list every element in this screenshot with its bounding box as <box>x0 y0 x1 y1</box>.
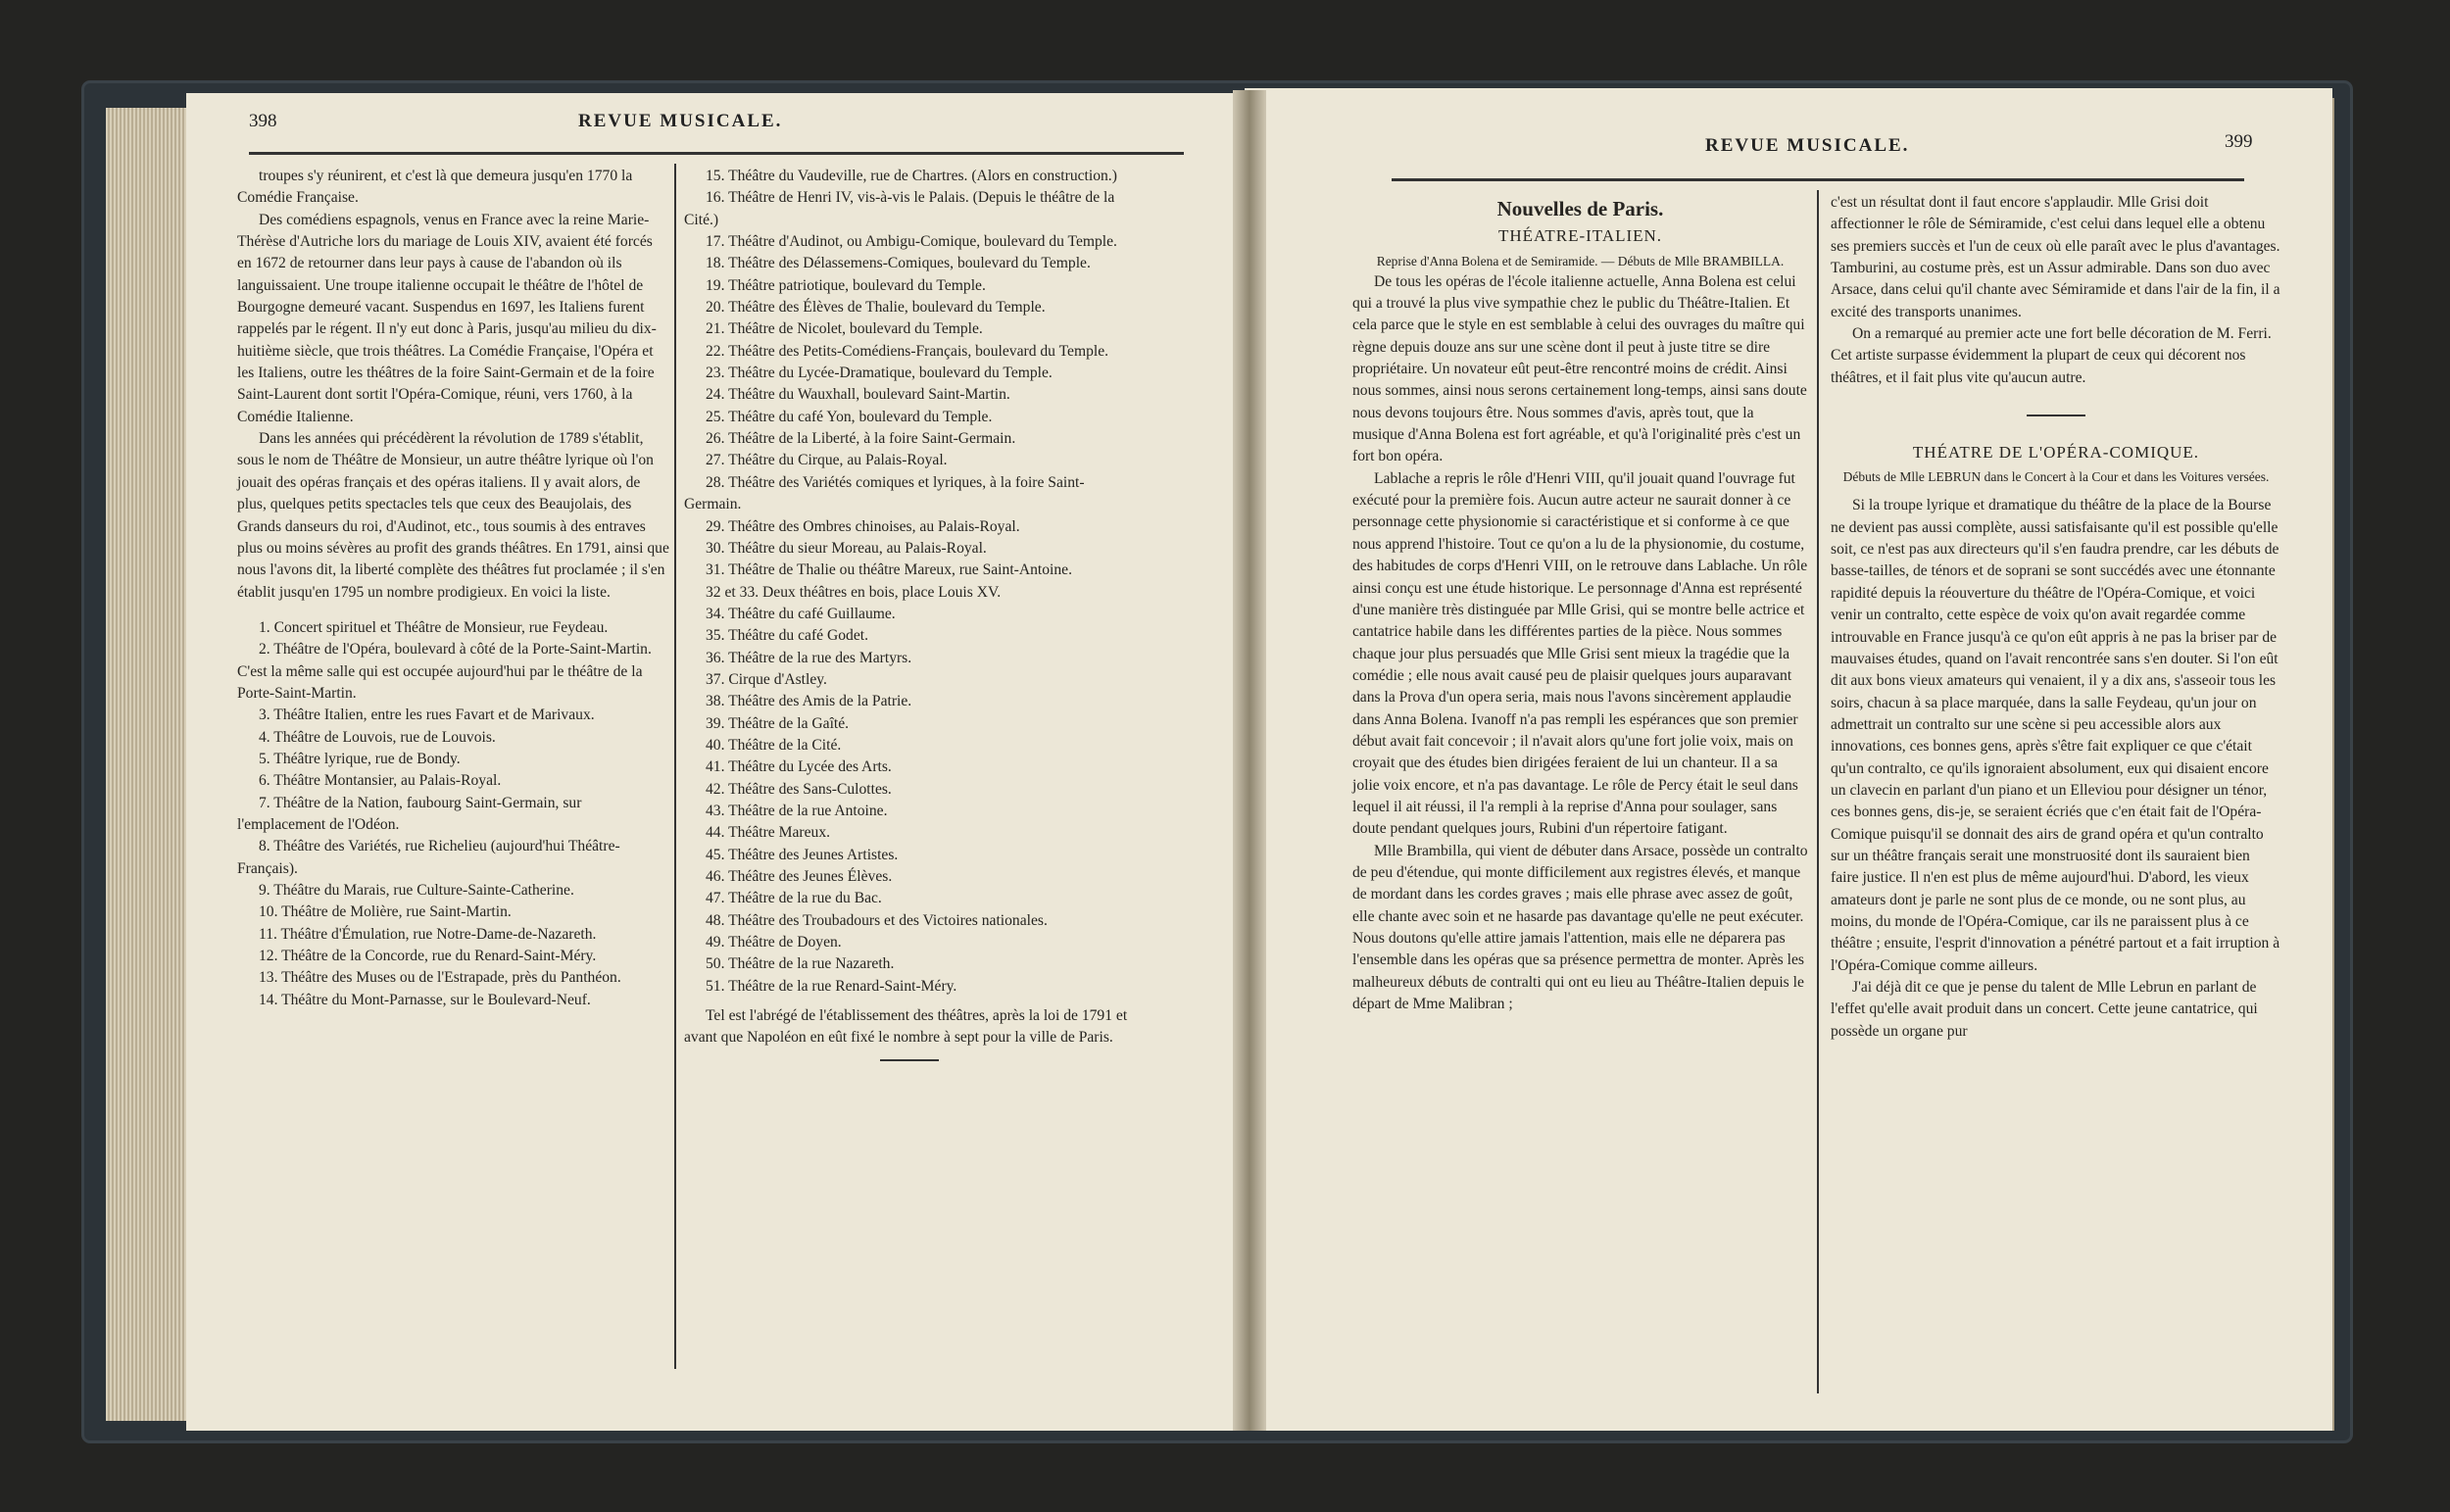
theatre-italien-note: Reprise d'Anna Bolena et de Semiramide. — Débuts de Mlle BRAMBILLA. <box>1376 253 1785 268</box>
paragraph: On a remarqué au premier acte une fort belle décoration de M. Ferri. Cet artiste surpasse évidemment la plupart de ceux qui décorent nos théâtres, et il fait plus vite qu'aucun autre. <box>1831 325 2272 386</box>
closing-paragraph: Tel est l'abrégé de l'établissement des théâtres, après la loi de 1791 et avant que Napoléon en eût fixé le nombre à sept pour la ville de Paris. <box>684 1007 1128 1047</box>
theatre-list-item: 11. Théâtre d'Émulation, rue Notre-Dame-de-Nazareth. <box>259 925 597 943</box>
theatre-list-item: 18. Théâtre des Délassemens-Comiques, boulevard du Temple. <box>706 255 1091 272</box>
header-rule-right <box>1392 178 2244 181</box>
theatre-italien-title: THÉATRE-ITALIEN. <box>1497 226 1663 246</box>
section-title: Nouvelles de Paris. <box>1496 197 1664 220</box>
theatre-list-item: 35. Théâtre du café Godet. <box>706 627 868 645</box>
theatre-list-item: 34. Théâtre du café Guillaume. <box>706 605 896 622</box>
left-page <box>186 93 1245 1431</box>
running-head-right: REVUE MUSICALE. <box>1705 135 1910 156</box>
paragraph: Si la troupe lyrique et dramatique du théâtre de la place de la Bourse ne devient pas aussi complète, aussi satisfaisante qu'il est possible qu'elle soit, ce n'est pas aux directeurs qu'il s'en faudra prendre, car les débuts de basse-tailles, de ténors et de soprani se sont succédés avec une étonnante rapidité depuis la réouverture du théâtre de l'Opéra-Comique, et voici venir un contralto, cette espèce de voix qu'on avait regardée comme introuvable en France jusqu'à ce qu'on eût appris à ne pas la briser par de mauvaises études, quand on l'avait rencontrée sans s'en douter. Si l'on eût dit aux bons vieux amateurs qui venaient, il y a dix ans, s'asseoir tous les soirs, chacun à sa place marquée, dans la salle Feydeau, qu'un jour on admettrait un contralto sur une scène si peu accessible alors aux innovations, ces bonnes gens, après s'être fait expliquer ce que c'était qu'un contralto, ce qu'ils ignoraient absolument, eux qui disaient encore un clavecin en parlant d'un piano et un Elleviou pour désigner un ténor, ces bonnes gens, dis-je, se seraient écriés que c'en était fait de l'Opéra-Comique puisqu'il se donnait des airs de grand opéra et qu'un contralto sur un théâtre français serait une monstruosité dont ils sauraient bien faire justice. Il n'en est plus de même aujourd'hui. D'abord, les vieux amateurs dont je parle ne sont plus de ce monde, ou ne sont plus, au moins, du monde de l'Opéra-Comique, car ils ne paraissent plus à ce théâtre ; ensuite, l'esprit d'innovation a pénétré partout et a fait irruption à l'Opéra-Comique comme ailleurs. <box>1831 497 2280 974</box>
theatre-list-item: 36. Théâtre de la rue des Martyrs. <box>706 649 912 666</box>
page-edges-left <box>106 108 188 1421</box>
theatre-list-item: 6. Théâtre Montansier, au Palais-Royal. <box>259 772 502 790</box>
theatre-list-item: 14. Théâtre du Mont-Parnasse, sur le Boulevard-Neuf. <box>259 991 591 1008</box>
column-divider-right <box>1817 190 1819 1393</box>
theatre-list-item: 38. Théâtre des Amis de la Patrie. <box>706 693 912 710</box>
theatre-list-item: 43. Théâtre de la rue Antoine. <box>706 802 888 819</box>
theatre-list-item: 17. Théâtre d'Audinot, ou Ambigu-Comique, boulevard du Temple. <box>706 233 1117 251</box>
running-head-left: REVUE MUSICALE. <box>578 111 783 131</box>
theatre-list-item: 25. Théâtre du café Yon, boulevard du Temple. <box>706 408 993 425</box>
left-column-1 <box>237 166 670 1011</box>
theatre-list-item: 2. Théâtre de l'Opéra, boulevard à côté de la Porte-Saint-Martin. C'est la même salle qui est occupée aujourd'hui par le théâtre de la Porte-Saint-Martin. <box>237 641 652 702</box>
theatre-list-item: 23. Théâtre du Lycée-Dramatique, boulevard du Temple. <box>706 365 1053 382</box>
column-divider-left <box>674 164 676 1369</box>
page-number-right: 399 <box>2225 131 2253 152</box>
theatre-list-item: 4. Théâtre de Louvois, rue de Louvois. <box>259 728 496 746</box>
theatre-list-item: 29. Théâtre des Ombres chinoises, au Palais-Royal. <box>706 517 1020 535</box>
theatre-list-item: 49. Théâtre de Doyen. <box>706 934 842 951</box>
paragraph: c'est un résultat dont il faut encore s'applaudir. Mlle Grisi doit affectionner le rôle de Sémiramide, c'est celui dans lequel elle a obtenu ses premiers succès et l'un de ceux où elle paraît avec le plus d'avantages. Tamburini, au costume près, est un Assur admirable. Dans son duo avec Arsace, dans celui qu'il chante avec Sémiramide et dans l'air de la fin, il a excité des transports unanimes. <box>1831 194 2280 320</box>
theatre-list-item: 39. Théâtre de la Gaîté. <box>706 714 850 732</box>
page-number-left: 398 <box>249 111 277 131</box>
paragraph: troupes s'y réunirent, et c'est là que demeura jusqu'en 1770 la Comédie Française. <box>237 168 633 207</box>
opera-comique-note: Débuts de Mlle LEBRUN dans le Concert à la Cour et dans les Voitures versées. <box>1842 469 2270 485</box>
theatre-list-item: 16. Théâtre de Henri IV, vis-à-vis le Palais. (Depuis le théâtre de la Cité.) <box>684 189 1115 228</box>
book-gutter <box>1233 90 1266 1431</box>
theatre-list-item: 50. Théâtre de la rue Nazareth. <box>706 955 895 973</box>
theatre-list-item: 47. Théâtre de la rue du Bac. <box>706 890 882 907</box>
paragraph: Mlle Brambilla, qui vient de débuter dans Arsace, possède un contralto de peu d'étendue, qui monte difficilement aux registres élevés, et manque de mordant dans les cordes graves ; mais elle phrase avec assez de goût, elle chante avec soin et ne hasarde pas davantage qu'elle ne peut exécuter. Nous doutons qu'elle attire jamais l'attention, mais elle ne déparera pas l'ensemble dans les opéras que sa présence permettra de monter. Après les malheureux débuts de contralti qui ont eu lieu au Théâtre-Italien depuis le départ de Mme Malibran ; <box>1352 842 1808 1013</box>
section-rule <box>2027 415 2085 416</box>
theatre-list-item: 22. Théâtre des Petits-Comédiens-Français, boulevard du Temple. <box>706 342 1109 360</box>
theatre-list-item: 13. Théâtre des Muses ou de l'Estrapade, près du Panthéon. <box>259 969 621 987</box>
left-column-2 <box>684 166 1135 1071</box>
paragraph: J'ai déjà dit ce que je pense du talent de Mlle Lebrun en parlant de l'effet qu'elle avait produit dans un concert. Cette jeune cantatrice, qui possède un organe pur <box>1831 979 2258 1040</box>
theatre-list-item: 9. Théâtre du Marais, rue Culture-Sainte-Catherine. <box>259 882 574 899</box>
right-page <box>1245 88 2332 1431</box>
theatre-list-item: 42. Théâtre des Sans-Culottes. <box>706 780 892 798</box>
theatre-list-item: 7. Théâtre de la Nation, faubourg Saint-Germain, sur l'emplacement de l'Odéon. <box>237 794 582 833</box>
theatre-list-item: 51. Théâtre de la rue Renard-Saint-Méry. <box>706 977 957 995</box>
theatre-list-item: 10. Théâtre de Molière, rue Saint-Martin. <box>259 903 512 921</box>
theatre-list-item: 26. Théâtre de la Liberté, à la foire Saint-Germain. <box>706 430 1016 448</box>
theatre-list-item: 45. Théâtre des Jeunes Artistes. <box>706 846 899 863</box>
theatre-list-item: 20. Théâtre des Élèves de Thalie, boulevard du Temple. <box>706 299 1046 317</box>
theatre-list-item: 15. Théâtre du Vaudeville, rue de Chartres. (Alors en construction.) <box>706 168 1117 184</box>
theatre-list-item: 31. Théâtre de Thalie ou théâtre Mareux, rue Saint-Antoine. <box>706 561 1072 579</box>
theatre-list-item: 24. Théâtre du Wauxhall, boulevard Saint-Martin. <box>706 386 1010 404</box>
theatre-list-item: 5. Théâtre lyrique, rue de Bondy. <box>259 750 461 767</box>
theatre-list-item: 12. Théâtre de la Concorde, rue du Renard-Saint-Méry. <box>259 948 597 965</box>
theatre-list-item: 27. Théâtre du Cirque, au Palais-Royal. <box>706 452 948 469</box>
theatre-list-item: 8. Théâtre des Variétés, rue Richelieu (aujourd'hui Théâtre-Français). <box>237 838 620 877</box>
theatre-list-item: 46. Théâtre des Jeunes Élèves. <box>706 868 893 885</box>
theatre-list-item: 1. Concert spirituel et Théâtre de Monsieur, rue Feydeau. <box>259 618 609 636</box>
right-column-1 <box>1352 192 1808 1015</box>
theatre-list-item: 19. Théâtre patriotique, boulevard du Temple. <box>706 276 986 294</box>
paragraph: Des comédiens espagnols, venus en France avec la reine Marie-Thérèse d'Autriche lors du mariage de Louis XIV, avaient été forcés en 1672 de retourner dans leur pays à cause de l'abandon où ils languissaient. Une troupe italienne occupait le théâtre de l'hôtel de Bourgogne demeuré vacant. Suspendus en 1697, les Italiens furent rappelés par le régent. Il n'y eut donc à Paris, jusqu'au milieu du dix-huitième siècle, que trois théâtres. La Comédie Française, l'Opéra et les Italiens, outre les théâtres de la foire Saint-Germain et de la foire Saint-Laurent dont sortit l'Opéra-Comique, réuni, vers 1760, à la Comédie Italienne. <box>237 211 657 425</box>
theatre-list-item: 48. Théâtre des Troubadours et des Victoires nationales. <box>706 911 1048 929</box>
header-rule-left <box>249 152 1184 155</box>
paragraph: De tous les opéras de l'école italienne actuelle, Anna Bolena est celui qui a trouvé la plus vive sympathie chez le public du Théâtre-Italien. Et cela parce que le style en est semblable à celui des ouvrages du maître qui règne depuis douze ans sur une scène dont il peut à juste titre se dire propriétaire. Un novateur eût peut-être rencontré moins de crédit. Ainsi nous sommes, ainsi nous serons certainement long-temps, ainsi sans doute nous devons toujours être. Nous sommes d'avis, après tout, que la musique d'Anna Bolena est fort agréable, et qu'à l'originalité près c'est un fort bon opéra. <box>1352 272 1807 465</box>
theatre-list-item: 44. Théâtre Mareux. <box>706 824 831 842</box>
opera-comique-title: THÉATRE DE L'OPÉRA-COMIQUE. <box>1912 443 2200 463</box>
theatre-list-item: 41. Théâtre du Lycée des Arts. <box>706 758 892 776</box>
theatre-list-item: 37. Cirque d'Astley. <box>706 670 827 688</box>
theatre-list-item: 21. Théâtre de Nicolet, boulevard du Temple. <box>706 320 983 338</box>
theatre-list-item: 3. Théâtre Italien, entre les rues Favart et de Marivaux. <box>259 707 595 724</box>
theatre-list-item: 28. Théâtre des Variétés comiques et lyriques, à la foire Saint-Germain. <box>684 473 1085 513</box>
theatre-list-item: 30. Théâtre du sieur Moreau, au Palais-Royal. <box>706 539 987 557</box>
end-rule <box>880 1059 939 1061</box>
paragraph: Dans les années qui précédèrent la révolution de 1789 s'établit, sous le nom de Théâtre de Monsieur, un autre théâtre lyrique où l'on jouait des opéras français et des opéras italiens. Il y avait alors, de plus, quelques petits spectacles tels que ceux des Beaujolais, des Grands danseurs du roi, d'Audinot, etc., tous soumis à des entraves plus ou moins sévères au profit des grands théâtres. En 1791, ainsi que nous l'avons dit, la liberté complète des théâtres fut proclamée ; il s'en établit jusqu'en 1795 un nombre prodigieux. En voici la liste. <box>237 430 669 601</box>
right-column-2 <box>1831 192 2281 1043</box>
paragraph: Lablache a repris le rôle d'Henri VIII, qu'il jouait quand l'ouvrage fut exécuté pour la première fois. Aucun autre acteur ne saurait donner à ce personnage cette physionomie si caractéristique et si conforme à ce que nous apprend l'histoire. Tout ce qu'on a lu de la physionomie, du costume, des habitudes de corps d'Henri VIII, on le retrouve dans Lablache. Un rôle ainsi conçu est une étude historique. Le personnage d'Anna est représenté d'une manière très distinguée par Mlle Grisi, qui se montre belle actrice et cantatrice habile dans les différentes parties de la pièce. Nous sommes chaque jour plus persuadés que Mlle Grisi sent mieux la tragédie que la comédie ; elle nous avait causé peu de plaisir quelques jours auparavant dans la Prova d'un opera seria, mais nous l'avons sincèrement applaudie dans Anna Bolena. Ivanoff n'a pas rempli les espérances que son premier début avait fait concevoir ; il n'avait alors qu'une fort jolie voix, mais on croyait que des études bien dirigées feraient de lui un chanteur. Il a sa jolie voix encore, et n'a pas davantage. Le rôle de Percy était le seul dans lequel il ait réussi, il l'a rempli à la reprise d'Anna pour soulager, sans doute pendant quelques jours, Rubini d'un répertoire fatigant. <box>1352 469 1808 838</box>
theatre-list-item: 40. Théâtre de la Cité. <box>706 736 842 754</box>
theatre-list-item: 32 et 33. Deux théâtres en bois, place Louis XV. <box>706 583 1002 601</box>
